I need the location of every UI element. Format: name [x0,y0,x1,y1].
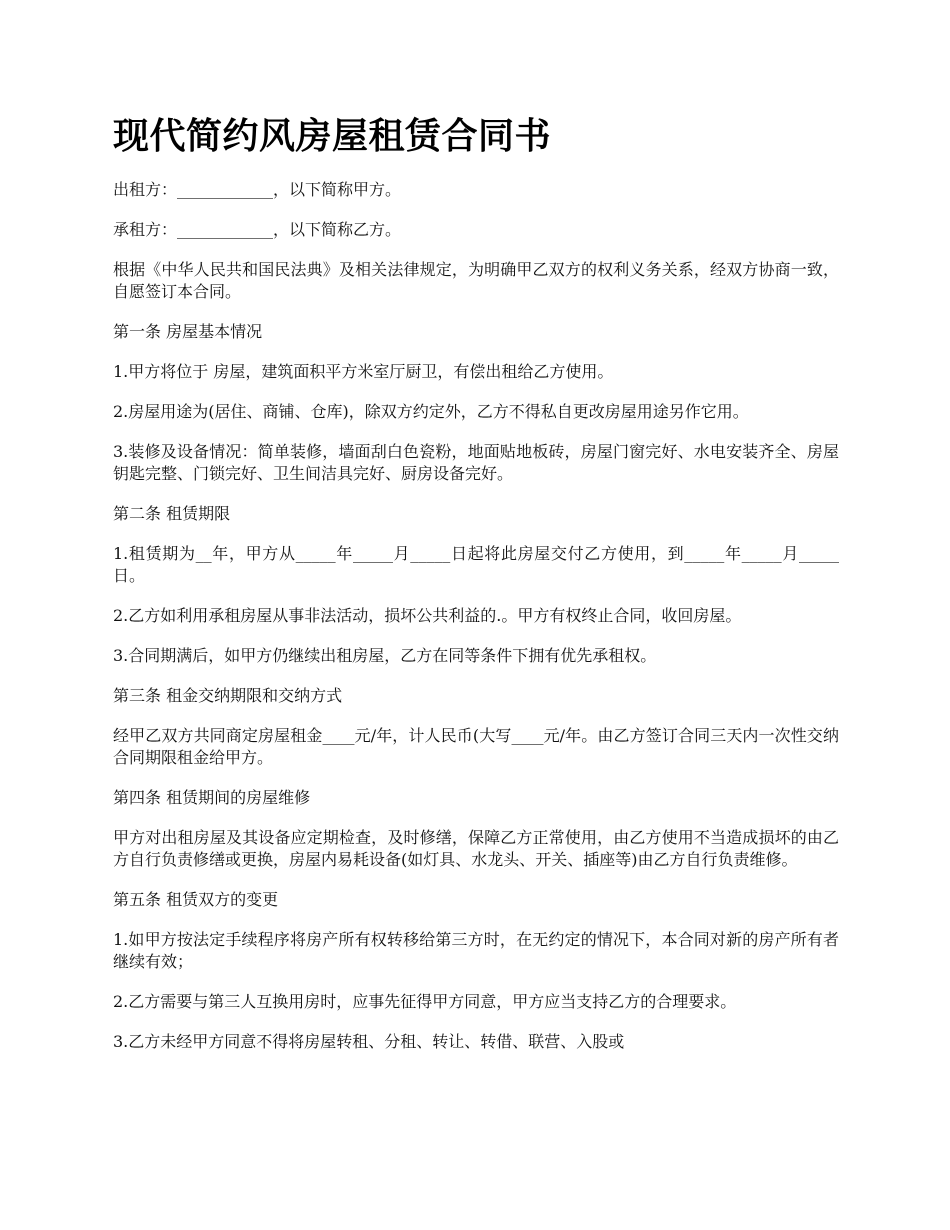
preamble-paragraph: 根据《中华人民共和国民法典》及相关法律规定，为明确甲乙双方的权利义务关系，经双方协商一致，自愿签订本合同。 [113,260,839,301]
article-3-heading: 第三条 租金交纳期限和交纳方式 [113,686,343,705]
article-2-clause-2: 2.乙方如利用承租房屋从事非法活动，损坏公共利益的.。甲方有权终止合同，收回房屋。 [113,606,742,625]
article-4-heading: 第四条 租赁期间的房屋维修 [113,788,311,807]
article-1-clause-2: 2.房屋用途为(居住、商铺、仓库)，除双方约定外，乙方不得私自更改房屋用途另作它用。 [113,402,749,421]
article-5-clause-3: 3.乙方未经甲方同意不得将房屋转租、分租、转让、转借、联营、入股或 [113,1032,625,1051]
article-2-heading: 第二条 租赁期限 [113,504,231,523]
article-5-clause-1: 1.如甲方按法定手续程序将房产所有权转移给第三方时，在无约定的情况下，本合同对新的房产所有者继续有效； [113,930,839,971]
article-5-clause-2: 2.乙方需要与第三人互换用房时，应事先征得甲方同意，甲方应当支持乙方的合理要求。 [113,992,737,1011]
lessor-line: 出租方：____________，以下简称甲方。 [113,180,402,199]
article-2-clause-3: 3.合同期满后，如甲方仍继续出租房屋，乙方在同等条件下拥有优先承租权。 [113,646,657,665]
article-3-body: 经甲乙双方共同商定房屋租金____元/年，计人民币(大写____元/年。由乙方签订合同三天内一次性交纳合同期限租金给甲方。 [113,726,839,767]
lessee-line: 承租方：____________，以下简称乙方。 [113,220,402,239]
article-1-clause-3: 3.装修及设备情况：简单装修，墙面刮白色瓷粉，地面贴地板砖，房屋门窗完好、水电安装齐全、房屋钥匙完整、门锁完好、卫生间洁具完好、厨房设备完好。 [113,442,839,483]
article-2-clause-1: 1.租赁期为__年，甲方从_____年_____月_____日起将此房屋交付乙方使用，到_____年_____月_____日。 [113,544,839,585]
document-title: 现代简约风房屋租赁合同书 [113,116,552,157]
article-5-heading: 第五条 租赁双方的变更 [113,890,279,909]
article-4-body: 甲方对出租房屋及其设备应定期检查，及时修缮，保障乙方正常使用，由乙方使用不当造成损坏的由乙方自行负责修缮或更换，房屋内易耗设备(如灯具、水龙头、开关、插座等)由乙方自行负责维修。 [113,828,839,869]
article-1-heading: 第一条 房屋基本情况 [113,322,263,341]
article-1-clause-1: 1.甲方将位于 房屋，建筑面积平方米室厅厨卫，有偿出租给乙方使用。 [113,362,614,381]
document-page [113,112,839,1071]
